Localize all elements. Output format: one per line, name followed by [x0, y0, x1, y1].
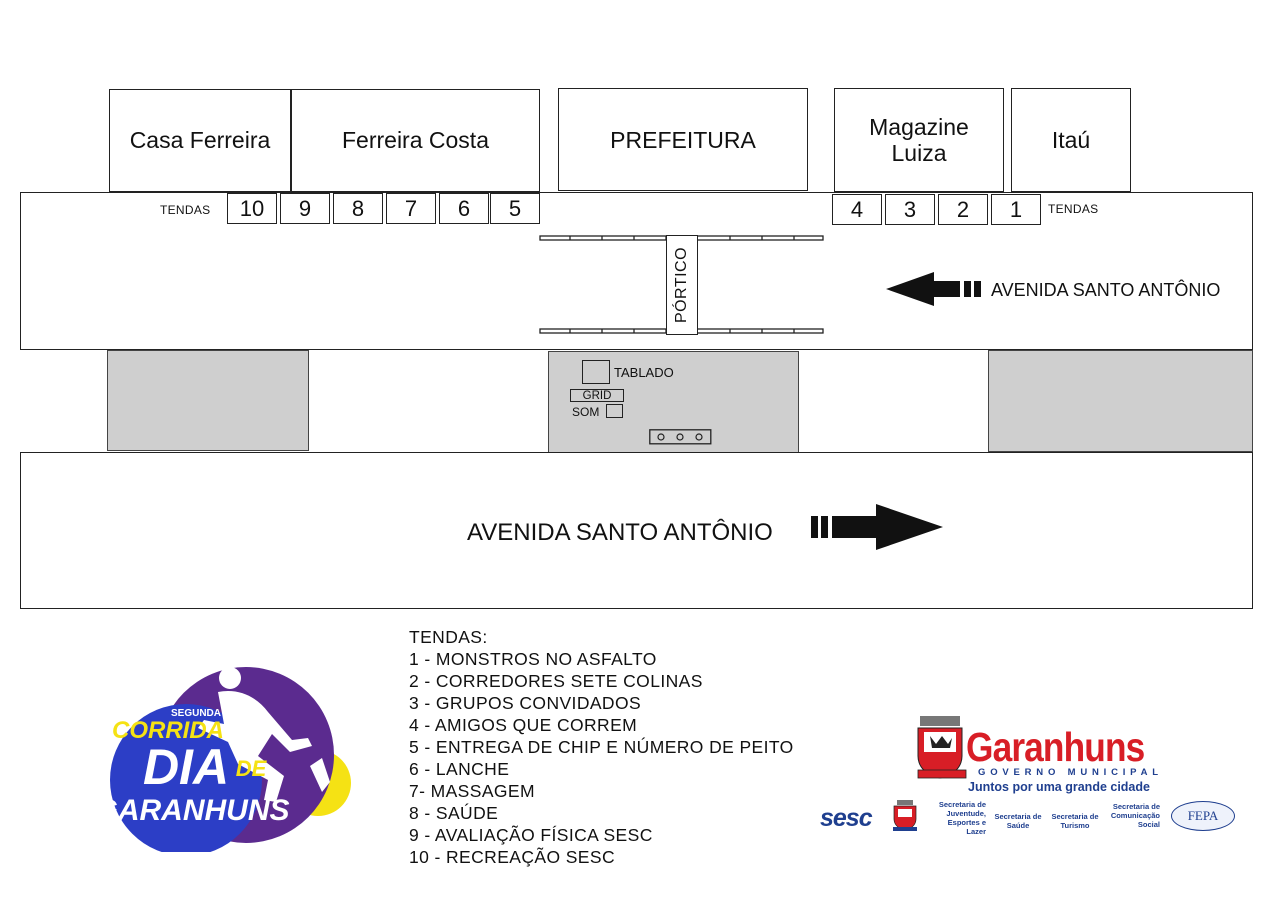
- fepa-logo: FEPA: [1171, 801, 1235, 831]
- building-label: Itaú: [1051, 126, 1091, 153]
- legend-item: 2 - CORREDORES SETE COLINAS: [409, 671, 703, 691]
- small-crest-icon: [892, 799, 918, 833]
- tent-9: 9: [280, 193, 330, 224]
- arrow-left-icon: [884, 270, 984, 308]
- avenue-bottom-label: AVENIDA SANTO ANTÔNIO: [467, 519, 773, 546]
- partner-comunicacao: Secretaria de Comunicação Social: [1110, 802, 1160, 829]
- legend-item: 8 - SAÚDE: [409, 803, 499, 823]
- logo-line1: SEGUNDA: [170, 708, 222, 719]
- logo-line3: DIA: [142, 739, 230, 795]
- tent-2: 2: [938, 194, 988, 225]
- tablado-label: TABLADO: [614, 365, 674, 380]
- tents-label-right: TENDAS: [1048, 202, 1099, 216]
- city-name: Garanhuns: [966, 724, 1145, 770]
- legend-item: 10 - RECREAÇÃO SESC: [409, 847, 615, 867]
- partner-saude: Secretaria de Saúde: [994, 812, 1042, 830]
- tent-4: 4: [832, 194, 882, 225]
- portico-label: PÓRTICO: [673, 246, 690, 324]
- legend-title: TENDAS:: [409, 627, 488, 647]
- tent-6: 6: [439, 193, 489, 224]
- som-box: [606, 404, 623, 418]
- city-crest-icon: [914, 714, 972, 782]
- building-label: PREFEITURA: [610, 127, 756, 153]
- event-logo: [78, 652, 358, 852]
- tents-label-left: TENDAS: [160, 203, 211, 217]
- tent-8: 8: [333, 193, 383, 224]
- building-itau: [1011, 88, 1131, 192]
- legend-item: 6 - LANCHE: [409, 759, 510, 779]
- tents-legend: [409, 626, 794, 868]
- speaker-icon: [649, 429, 712, 445]
- tent-10: 10: [227, 193, 277, 224]
- legend-item: 7- MASSAGEM: [409, 781, 535, 801]
- gray-block-right: [988, 350, 1253, 452]
- tablado-box: [582, 360, 610, 384]
- building-label: Casa Ferreira: [129, 127, 271, 154]
- building-label: Magazine Luiza: [869, 113, 969, 166]
- legend-item: 1 - MONSTROS NO ASFALTO: [409, 649, 657, 669]
- tent-3: 3: [885, 194, 935, 225]
- logo-line2: CORRIDA: [112, 717, 224, 744]
- legend-item: 3 - GRUPOS CONVIDADOS: [409, 693, 642, 713]
- building-ferreira-costa: [291, 89, 540, 192]
- building-label: Ferreira Costa: [342, 127, 489, 154]
- city-subtitle: GOVERNO MUNICIPAL: [978, 767, 1163, 778]
- avenue-top-label: AVENIDA SANTO ANTÔNIO: [991, 280, 1221, 300]
- tent-1: 1: [991, 194, 1041, 225]
- building-casa-ferreira: [109, 89, 291, 192]
- sesc-logo: sesc: [820, 804, 872, 832]
- grid-label: GRID: [570, 389, 624, 402]
- partner-juventude: Secretaria de Juventude, Esportes e Lazer: [938, 800, 986, 836]
- building-prefeitura: [558, 88, 808, 191]
- som-label: SOM: [572, 405, 600, 419]
- logo-line3b: DE: [235, 756, 267, 781]
- gray-block-left: [107, 350, 309, 451]
- partner-turismo: Secretaria de Turismo: [1051, 812, 1099, 830]
- arrow-right-icon: [808, 502, 948, 552]
- building-magazine-luiza: [834, 88, 1004, 192]
- tent-7: 7: [386, 193, 436, 224]
- legend-item: 5 - ENTREGA DE CHIP E NÚMERO DE PEITO: [409, 737, 794, 757]
- city-slogan: Juntos por uma grande cidade: [968, 780, 1150, 794]
- legend-item: 4 - AMIGOS QUE CORREM: [409, 715, 638, 735]
- portico: [666, 235, 698, 335]
- legend-item: 9 - AVALIAÇÃO FÍSICA SESC: [409, 825, 653, 845]
- tent-5: 5: [490, 193, 540, 224]
- logo-line4: GARANHUNS: [94, 794, 290, 827]
